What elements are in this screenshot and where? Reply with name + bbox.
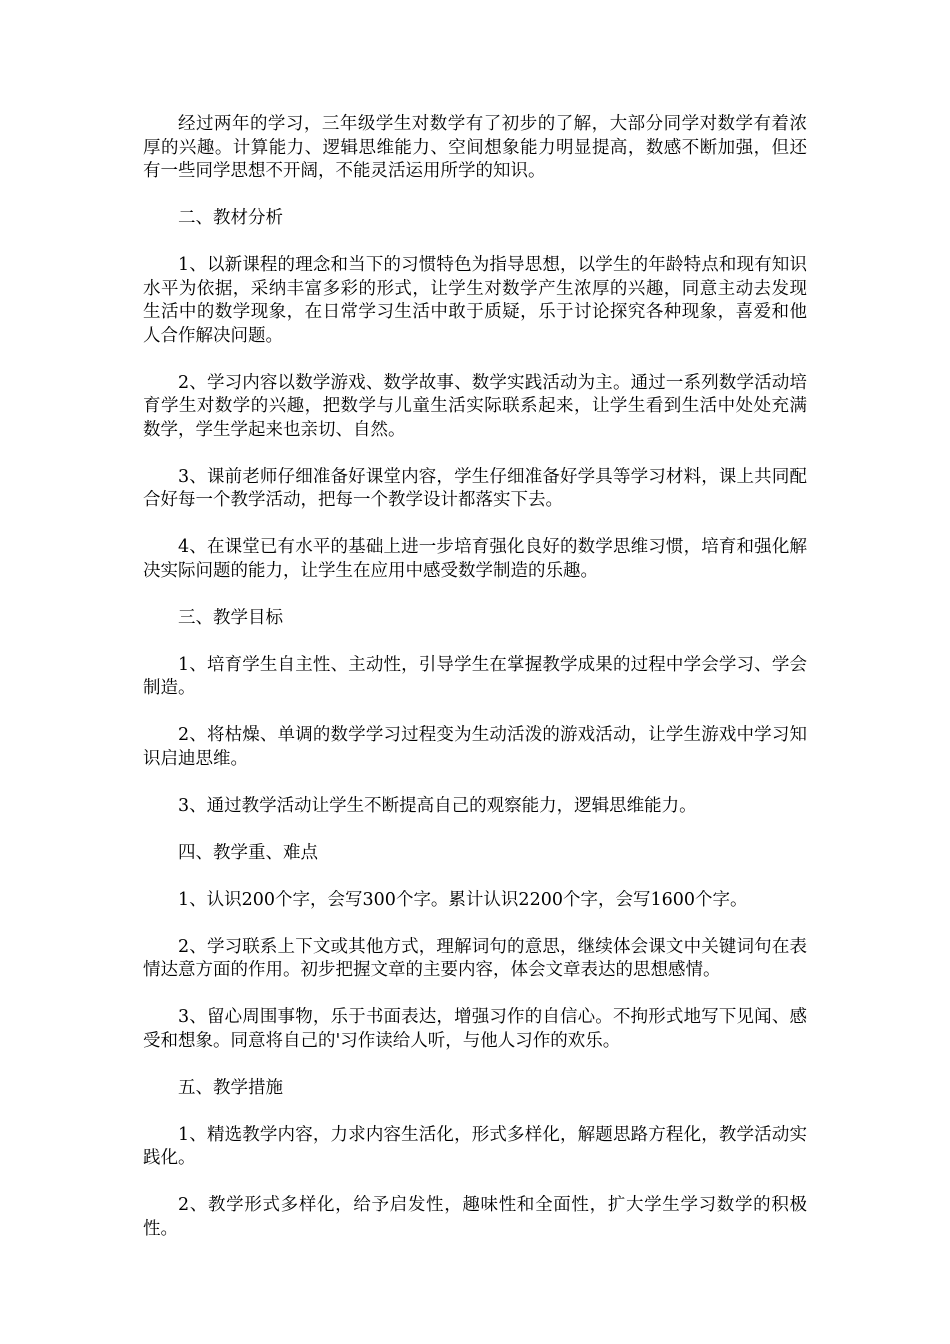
- key-points-item-3: 3、留心周围事物，乐于书面表达，增强习作的自信心。不拘形式地写下见闻、感受和想象。同意将自己的'习作读给人听，与他人习作的欢乐。: [143, 1007, 807, 1051]
- teaching-goals-item-2: 2、将枯燥、单调的数学学习过程变为生动活泼的游戏活动，让学生游戏中学习知识启迪思维。: [143, 725, 807, 769]
- textbook-analysis-item-1: 1、以新课程的理念和当下的习惯特色为指导思想，以学生的年龄特点和现有知识水平为依据，采纳丰富多彩的形式，让学生对数学产生浓厚的兴趣，同意主动去发现生活中的数学现象，在日常学习生活中敢于质疑，乐于讨论探究各种现象，喜爱和他人合作解决问题。: [143, 255, 807, 346]
- textbook-analysis-item-4: 4、在课堂已有水平的基础上进一步培育强化良好的数学思维习惯，培育和强化解决实际问题的能力，让学生在应用中感受数学制造的乐趣。: [143, 537, 807, 581]
- key-points-item-1: 1、认识200个字，会写300个字。累计认识2200个字，会写1600个字。: [178, 889, 748, 910]
- intro-paragraph: 经过两年的学习，三年级学生对数学有了初步的了解，大部分同学对数学有着浓厚的兴趣。计算能力、逻辑思维能力、空间想象能力明显提高，数感不断加强，但还有一些同学思想不开阔，不能灵活运用所学的知识。: [143, 114, 807, 181]
- textbook-analysis-item-3: 3、课前老师仔细准备好课堂内容，学生仔细准备好学具等学习材料，课上共同配合好每一个教学活动，把每一个教学设计都落实下去。: [143, 466, 807, 510]
- teaching-goals-item-1: 1、培育学生自主性、主动性，引导学生在掌握教学成果的过程中学会学习、学会制造。: [143, 654, 807, 698]
- section-heading-teaching-goals: 三、教学目标: [178, 607, 283, 628]
- key-points-item-2: 2、学习联系上下文或其他方式，理解词句的意思，继续体会课文中关键词句在表情达意方面的作用。初步把握文章的主要内容，体会文章表达的思想感情。: [143, 936, 807, 980]
- document-body: [143, 113, 807, 1265]
- section-heading-textbook-analysis: 二、教材分析: [178, 208, 283, 228]
- section-heading-key-points: 四、教学重、难点: [178, 842, 318, 863]
- teaching-goals-item-3: 3、通过教学活动让学生不断提高自己的观察能力，逻辑思维能力。: [178, 795, 697, 816]
- teaching-measures-item-2: 2、教学形式多样化，给予启发性，趣味性和全面性，扩大学生学习数学的积极性。: [143, 1195, 807, 1239]
- textbook-analysis-item-2: 2、学习内容以数学游戏、数学故事、数学实践活动为主。通过一系列数学活动培育学生对数学的兴趣，把数学与儿童生活实际联系起来，让学生看到生活中处处充满数学，学生学起来也亲切、自然。: [143, 372, 807, 440]
- section-heading-teaching-measures: 五、教学措施: [178, 1077, 283, 1098]
- teaching-measures-item-1: 1、精选教学内容，力求内容生活化，形式多样化，解题思路方程化，教学活动实践化。: [143, 1124, 807, 1168]
